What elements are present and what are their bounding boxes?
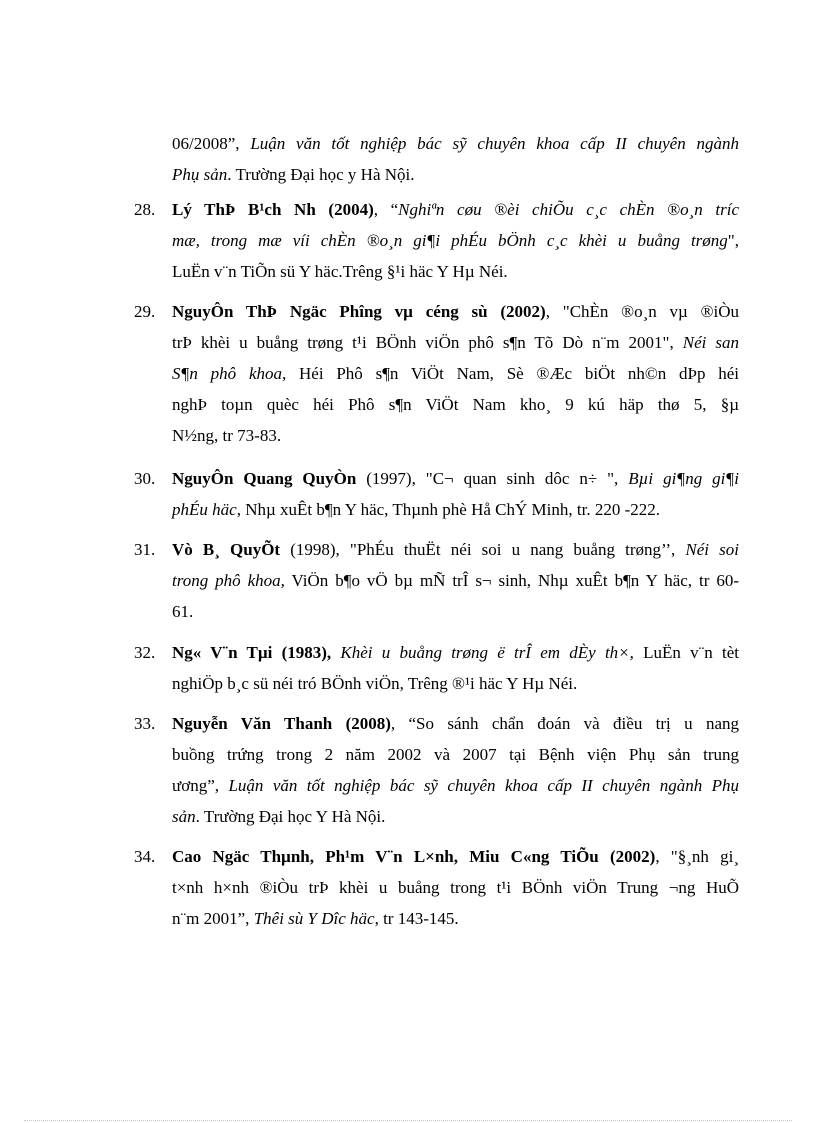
reference-author: Ng« V¨n Tµi (1983), [172,643,332,662]
reference-line [172,260,508,284]
reference-line [172,569,739,593]
reference-line [172,641,739,665]
reference-line [172,362,739,386]
reference-author: Vò B¸ QuyÕt [172,540,281,559]
reference-text: Héi Phô s¶n ViÖt Nam, Sè ®Æc biÖt nh©n dÞp héi [286,364,740,383]
reference-title: sản [172,807,196,826]
reference-line [172,845,739,869]
reference-text: . Trường Đại học y Hà Nội. [227,165,415,184]
reference-line [172,712,739,736]
reference-title: Luận văn tốt nghiệp bác sỹ chuyên khoa cấp II chuyên ngành Phụ [228,776,740,795]
reference-author: NguyÔn ThÞ Ngäc Phîng vµ céng sù (2002) [172,302,546,321]
reference-author: Nguyễn Văn Thanh (2008) [172,714,391,733]
reference-line [172,198,739,222]
reference-text: nghiÖp b¸c sü néi tró BÖnh viÖn, Trêng ®¹i häc Y Hµ Néi. [172,674,578,693]
reference-number: 33. [134,714,156,733]
reference-line [172,424,281,448]
reference-text: (1997), "C¬ quan sinh dôc n÷ ", [356,469,629,488]
reference-author: Lý ThÞ B¹ch Nh (2004) [172,200,374,219]
reference-number: 30. [134,469,156,488]
reference-title: Nghiªn cøu ®èi chiÕu c¸c chÈn ®o¸n tríc [398,200,739,219]
reference-line [172,600,193,624]
reference-line [172,467,739,491]
reference-text: , "ChÈn ®o¸n vµ ®iÒu [545,302,740,321]
reference-number: 29. [134,302,156,321]
reference-line [172,538,739,562]
reference-line [172,743,739,767]
reference-title: Néi soi [685,540,739,559]
reference-title: Bµi gi¶ng gi¶i [628,469,739,488]
reference-text: , tr 143-145. [374,909,459,928]
reference-title: S¶n phô khoa, [172,364,287,383]
reference-text: ", [727,231,739,250]
reference-line [172,907,459,931]
reference-text: ViÖn b¶o vÖ bµ mÑ trÎ s¬ sinh, Nhµ xuÊt b¶n Y häc, tr 60- [284,571,739,590]
reference-text: . Trường Đại học Y Hà Nội. [195,807,386,826]
reference-text: buồng trứng trong 2 năm 2002 và 2007 tại Bệnh viện Phụ sản trung [172,745,739,764]
reference-text: 06/2008”, [172,134,251,153]
reference-title: Phụ sản [172,165,228,184]
reference-title: trong phô khoa, [172,571,285,590]
reference-line [172,805,385,829]
reference-text: trÞ khèi u buång trøng t¹i BÖnh viÖn phô s¶n Tõ Dò n¨m 2001", [172,333,683,352]
reference-text: , "§¸nh gi¸ [655,847,739,866]
reference-number: 31. [134,540,156,559]
reference-text: (1998), "PhÉu thuËt néi soi u nang buång trøng’’, [280,540,686,559]
reference-number: 32. [134,643,156,662]
reference-line [172,229,739,253]
reference-title: Néi san [682,333,739,352]
reference-line [172,393,739,417]
reference-line [172,331,739,355]
reference-line [172,498,660,522]
reference-text: , Nhµ xuÊt b¶n Y häc, Thµnh phè Hå ChÝ Minh, tr. 220 -222. [236,500,660,519]
reference-title: phÉu häc [172,500,237,519]
reference-line [172,774,739,798]
reference-author: NguyÔn Quang QuyÒn [172,469,357,488]
reference-text: nghÞ toµn quèc héi Phô s¶n ViÖt Nam kho¸ 9 kú häp thø 5, §µ [172,395,739,414]
reference-line [172,876,739,900]
reference-line [172,300,739,324]
reference-text: LuËn v¨n tèt [633,643,740,662]
reference-title: Luận văn tốt nghiệp bác sỹ chuyên khoa cấp II chuyên ngành [250,134,739,153]
page-bottom-border [24,1120,792,1121]
reference-title: Khèi u buång trøng ë trÎ em dÈy th×, [340,643,634,662]
reference-text: , “ [373,200,399,219]
reference-text: , “So sánh chẩn đoán và điều trị u nang [390,714,740,733]
reference-text: t×nh h×nh ®iÒu trÞ khèi u buång trong t¹i BÖnh viÖn Trung ¬ng HuÕ [172,878,739,897]
reference-text: ương”, [172,776,229,795]
reference-line [172,672,577,696]
reference-title: Thêi sù Y Dîc häc [253,909,375,928]
reference-author: Cao Ngäc Thµnh, Ph¹m V¨n L×nh, Miu C«ng TiÕu (2002) [172,847,656,866]
reference-number: 28. [134,200,156,219]
reference-text: LuËn v¨n TiÕn sü Y häc.Trêng §¹i häc Y Hµ Néi. [172,262,508,281]
reference-text: N½ng, tr 73-83. [172,426,282,445]
reference-number: 34. [134,847,156,866]
reference-line [172,163,415,187]
reference-text: 61. [172,602,194,621]
reference-line [172,132,739,156]
reference-title: mæ, trong mæ víi chÈn ®o¸n gi¶i phÉu bÖnh c¸c khèi u buång trøng [172,231,728,250]
reference-text: n¨m 2001”, [172,909,254,928]
